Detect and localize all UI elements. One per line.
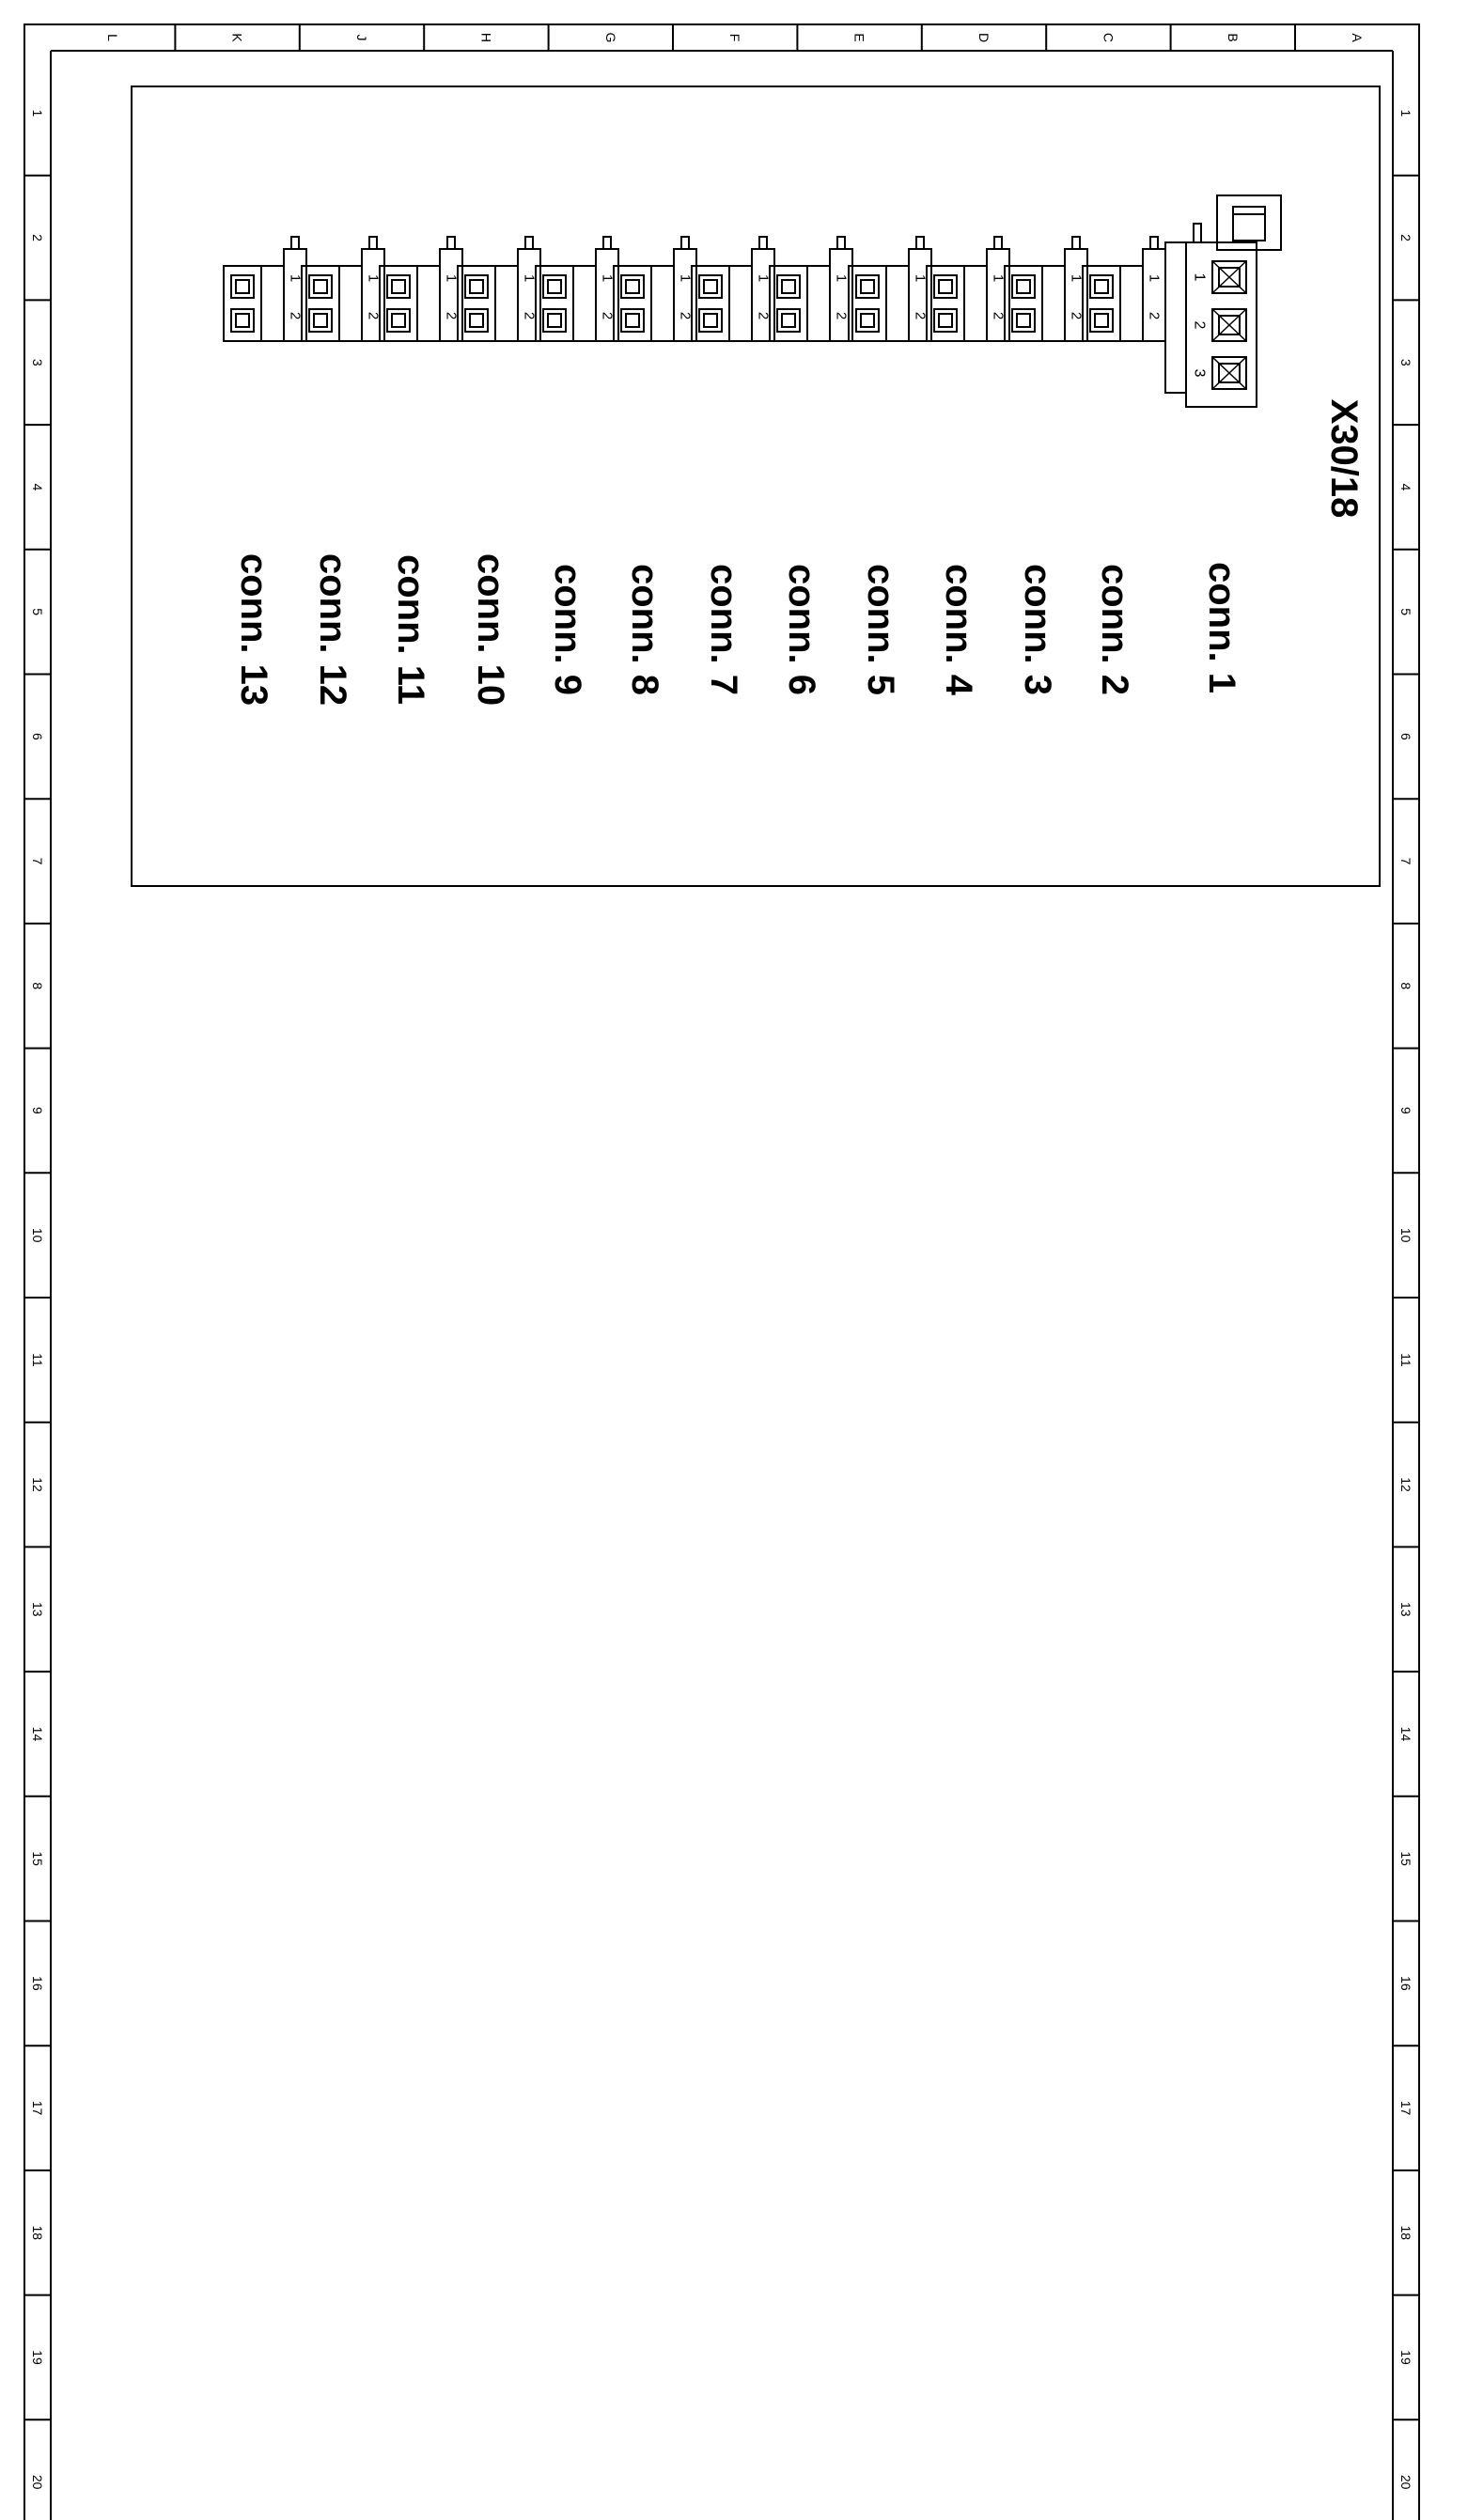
pin-number-strip [964,266,987,341]
pin-number: 1 [677,273,694,283]
pin-number: 2 [677,311,694,320]
connector-7 [692,237,774,341]
row-label-12: 12 [1398,1477,1413,1492]
connector-panel [132,86,1380,886]
column-label-E: E [851,33,867,42]
socket-pin-1 [934,275,957,298]
column-label-C: C [1101,32,1117,43]
row-label-17: 17 [30,2100,45,2116]
socket-pin-2 [465,309,488,332]
pin-number: 2 [599,311,616,320]
row-label-2: 2 [30,234,45,241]
row-grid-right [1393,109,1419,2489]
connector-10 [458,237,540,341]
socket-pin-1 [1012,275,1035,298]
column-label-F: F [727,33,743,42]
connector-label-conn-4: conn. 4 [938,563,979,696]
connector-tab [1194,224,1201,242]
pin-number: 2 [755,311,772,320]
connector-label-conn-5: conn. 5 [860,563,901,696]
socket-pin-1 [231,275,254,298]
connector-12 [302,237,384,341]
latch-tab [369,237,377,249]
socket-pin-1-inner [782,280,795,293]
row-label-16: 16 [30,1976,45,1991]
pin-number: 1 [443,273,460,283]
pin-number: 2 [443,311,460,320]
latch-strip [284,249,306,341]
pin-number-strip [729,266,752,341]
column-grid [105,24,1365,51]
socket-pin-1-inner [314,280,327,293]
pin-number: 1 [365,273,382,283]
latch-tab [603,237,611,249]
connector-label-conn-1: conn. 1 [1201,561,1242,694]
column-label-D: D [976,32,992,43]
column-label-H: H [478,32,494,43]
socket-pin-2 [387,309,410,332]
latch-tab [994,237,1002,249]
pin-number: 2 [521,311,538,320]
pin-number: 1 [521,273,538,283]
outer-border [24,24,1419,2520]
connector-11 [380,237,462,341]
connector-label-conn-9: conn. 9 [547,563,588,696]
socket-pin-1-inner [236,280,249,293]
pin-number: 1 [833,273,850,283]
connector-row [224,237,1165,341]
latch-tab [525,237,533,249]
row-grid-left [24,109,51,2489]
connector-label-conn-6: conn. 6 [781,563,822,696]
socket-pin-2-inner [392,314,405,327]
panel-border [132,86,1380,886]
pin-number: 2 [365,311,382,320]
pin-number: 1 [990,273,1007,283]
pin-number-strip [417,266,440,341]
latch-strip [752,249,774,341]
diagram-title: X30/18 [1323,398,1365,519]
socket-pin-2 [621,309,644,332]
socket-pin-2 [856,309,879,332]
socket-pin-1-inner [1017,280,1030,293]
column-label-B: B [1225,33,1241,42]
socket-pin-1-inner [861,280,874,293]
row-label-9: 9 [1398,1107,1413,1114]
socket-pin-1-inner [1095,280,1108,293]
row-label-3: 3 [30,358,45,366]
row-label-1: 1 [1398,109,1413,117]
socket-pin-2-inner [939,314,952,327]
socket-pin-1 [777,275,800,298]
row-label-3: 3 [1398,358,1413,366]
latch-strip [909,249,931,341]
pin-number: 2 [1068,311,1085,320]
latch-strip [674,249,696,341]
pin-number-strip [1120,266,1143,341]
latch-strip [440,249,462,341]
socket-pin-2 [777,309,800,332]
row-label-19: 19 [30,2350,45,2365]
connector-labels [233,553,1242,706]
row-label-6: 6 [1398,732,1413,740]
pin-number: 2 [990,311,1007,320]
main-connector-x30-18 [1165,195,1281,407]
row-label-18: 18 [30,2225,45,2241]
column-label-A: A [1350,33,1366,42]
socket-pin-1 [543,275,566,298]
pin-number: 2 [833,311,850,320]
socket-pin-2 [934,309,957,332]
socket-pin-2-inner [548,314,561,327]
connector-3 [1005,237,1087,341]
row-label-14: 14 [30,1726,45,1742]
socket-pin-2 [309,309,332,332]
row-label-10: 10 [1398,1227,1413,1243]
pin-number: 1 [912,273,929,283]
socket-pin-1-inner [548,280,561,293]
socket-pin-1-inner [626,280,639,293]
column-label-L: L [105,34,121,41]
latch-tab [447,237,455,249]
pin-number-strip [807,266,830,341]
column-label-J: J [354,34,369,41]
latch-tab [916,237,924,249]
pin-number: 3 [1191,368,1208,378]
socket-pin-1 [465,275,488,298]
connector-9 [536,237,618,341]
socket-pin-2-inner [1095,314,1108,327]
row-label-9: 9 [30,1107,45,1114]
socket-pin-2-inner [782,314,795,327]
pin-number: 1 [1146,273,1163,283]
row-label-7: 7 [30,857,45,865]
row-label-13: 13 [30,1601,45,1617]
latch-strip [518,249,540,341]
pin-number-strip [573,266,596,341]
socket-pin-2 [1090,309,1113,332]
latch-strip [362,249,384,341]
pin-number: 1 [755,273,772,283]
socket-pin-2-inner [1017,314,1030,327]
connector-13 [224,237,306,341]
column-label-G: G [602,32,618,43]
pin-number: 2 [287,311,304,320]
row-label-1: 1 [29,109,45,117]
socket-pin-1 [621,275,644,298]
row-label-10: 10 [30,1227,45,1243]
socket-pin-1-inner [939,280,952,293]
pin-number: 2 [912,311,929,320]
row-label-5: 5 [1398,608,1413,616]
row-label-19: 19 [1398,2350,1413,2365]
latch-strip [987,249,1009,341]
latch-tab [681,237,689,249]
row-label-14: 14 [1398,1726,1413,1742]
pin-number-strip [495,266,518,341]
pin-number: 2 [1146,311,1163,320]
row-label-15: 15 [30,1851,45,1866]
pin-number: 2 [1191,320,1208,330]
row-label-20: 20 [1398,2474,1413,2490]
row-label-12: 12 [30,1477,45,1492]
pin-number: 1 [287,273,304,283]
row-label-15: 15 [1398,1851,1413,1866]
row-label-8: 8 [1398,982,1413,990]
pin-number-strip [1042,266,1065,341]
row-label-7: 7 [1398,857,1413,865]
pin-number-strip [886,266,909,341]
connector-label-conn-2: conn. 2 [1094,563,1135,696]
socket-pin-2 [699,309,722,332]
column-label-K: K [229,33,245,42]
socket-pin-1 [1090,275,1113,298]
pin-number-strip [651,266,674,341]
connector-2 [1083,237,1165,341]
row-label-20: 20 [30,2474,45,2490]
socket-pin-2 [1012,309,1035,332]
row-label-8: 8 [30,982,45,990]
connector-5 [849,237,931,341]
pin-number-strip [261,266,284,341]
connector-latch [1233,207,1265,241]
row-label-5: 5 [30,608,45,616]
socket-housing [224,266,261,341]
latch-strip [1143,249,1165,341]
socket-pin-2-inner [470,314,483,327]
row-label-4: 4 [1398,483,1413,491]
socket-pin-2-inner [626,314,639,327]
socket-pin-1 [699,275,722,298]
socket-pin-1-inner [470,280,483,293]
row-label-2: 2 [1398,234,1413,241]
connector-6 [770,237,852,341]
connector-label-conn-10: conn. 10 [470,552,511,707]
socket-pin-2-inner [236,314,249,327]
pin-number: 1 [599,273,616,283]
socket-pin-2-inner [861,314,874,327]
latch-strip [596,249,618,341]
connector-4 [927,237,1009,341]
row-label-11: 11 [1398,1353,1413,1367]
connector-flange [1165,242,1186,393]
connector-label-conn-11: conn. 11 [390,553,431,706]
latch-tab [1072,237,1080,249]
connector-8 [614,237,696,341]
pin-number: 1 [1191,272,1208,282]
socket-pin-1 [309,275,332,298]
socket-pin-2 [231,309,254,332]
pin-number: 1 [1068,273,1085,283]
row-label-4: 4 [30,483,45,491]
row-label-6: 6 [30,732,45,740]
row-label-13: 13 [1398,1601,1413,1617]
latch-tab [759,237,767,249]
connector-label-conn-8: conn. 8 [624,563,665,696]
socket-pin-1-inner [392,280,405,293]
latch-tab [291,237,299,249]
row-label-18: 18 [1398,2225,1413,2241]
pin-number-strip [339,266,362,341]
socket-pin-1 [856,275,879,298]
row-label-17: 17 [1398,2100,1413,2116]
socket-housing [849,266,886,341]
socket-pin-1 [387,275,410,298]
row-label-11: 11 [30,1353,45,1367]
socket-pin-2 [543,309,566,332]
drawing-frame [24,24,1419,2520]
latch-tab [837,237,845,249]
connector-label-conn-3: conn. 3 [1017,563,1058,696]
connector-label-conn-12: conn. 12 [312,552,353,707]
socket-pin-1-inner [704,280,717,293]
row-label-16: 16 [1398,1976,1413,1991]
connector-label-conn-13: conn. 13 [233,552,274,707]
connector-label-conn-7: conn. 7 [703,563,744,696]
socket-pin-2-inner [314,314,327,327]
latch-tab [1150,237,1158,249]
latch-strip [1065,249,1087,341]
socket-pin-2-inner [704,314,717,327]
